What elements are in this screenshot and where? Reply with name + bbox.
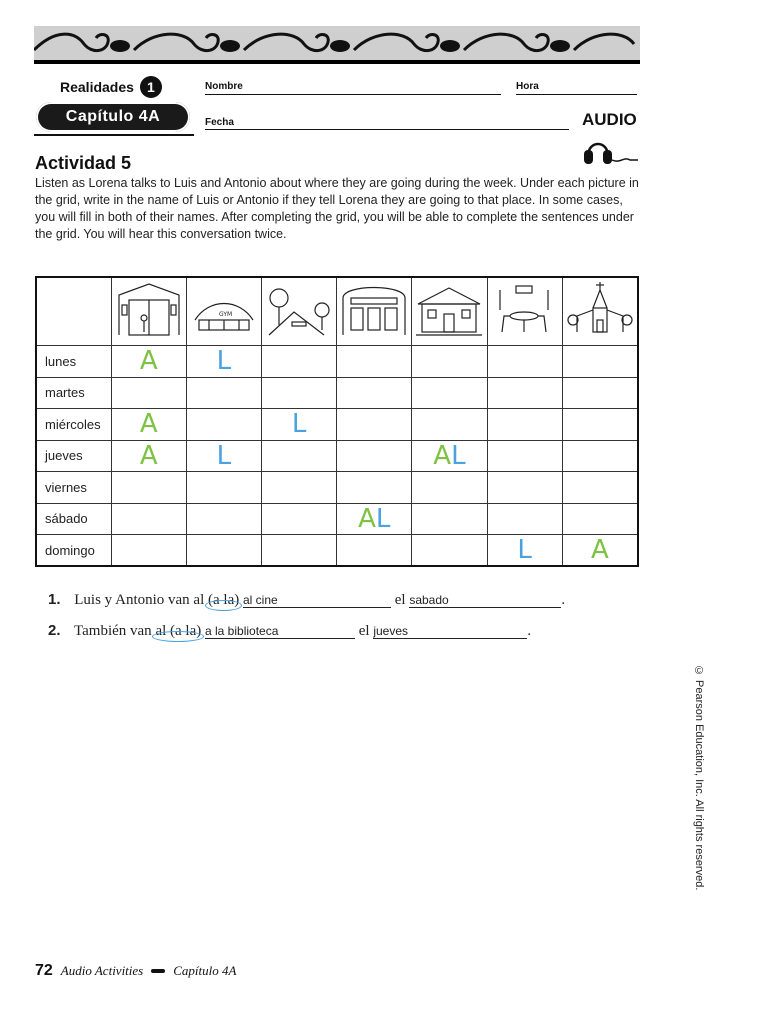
grid-cell[interactable] (186, 346, 261, 378)
answer-grid (35, 276, 639, 567)
sentence-number: 1. (48, 591, 61, 608)
grid-cell[interactable] (262, 440, 337, 472)
antonio-mark: A (139, 409, 158, 440)
grid-cell[interactable] (337, 503, 412, 535)
grid-cell[interactable] (412, 503, 487, 535)
handwritten-mark (291, 409, 307, 440)
antonio-mark: A (433, 440, 452, 471)
luis-mark: L (216, 346, 232, 377)
grid-cell[interactable] (337, 377, 412, 409)
grid-cell[interactable] (337, 346, 412, 378)
grid-row (36, 377, 638, 409)
park-picture (262, 277, 337, 346)
gym-picture (186, 277, 261, 346)
church-picture (562, 277, 638, 346)
handwritten-mark (216, 346, 232, 377)
grid-cell[interactable] (487, 535, 562, 567)
level-badge: 1 (140, 76, 162, 98)
luis-mark: L (291, 409, 307, 440)
grid-cell[interactable] (186, 535, 261, 567)
hora-field[interactable] (516, 94, 637, 95)
grid-cell[interactable] (111, 346, 186, 378)
day-label: jueves (36, 440, 111, 472)
grid-cell[interactable] (262, 472, 337, 504)
sentence-2 (48, 622, 531, 640)
grid-row (36, 346, 638, 378)
grid-cell[interactable] (562, 346, 638, 378)
grid-row (36, 472, 638, 504)
grid-cell[interactable] (412, 535, 487, 567)
nombre-field[interactable] (205, 94, 501, 95)
grid-cell[interactable] (262, 535, 337, 567)
sentence-text: Luis y Antonio van al (74, 592, 205, 608)
page-footer (35, 962, 236, 980)
answer-blank-day[interactable] (373, 624, 527, 639)
grid-cell[interactable] (412, 472, 487, 504)
copyright-notice: © Pearson Education, Inc. All rights reserved. (693, 665, 705, 891)
mall-picture (111, 277, 186, 346)
grid-cell[interactable] (186, 472, 261, 504)
grid-row (36, 535, 638, 567)
picture-row (36, 277, 638, 346)
grid-cell[interactable] (562, 409, 638, 441)
sentence-text: el (394, 592, 406, 608)
grid-row (36, 440, 638, 472)
answer-blank-day[interactable] (409, 593, 561, 608)
day-label: sábado (36, 503, 111, 535)
grid-cell[interactable] (487, 409, 562, 441)
grid-cell[interactable] (562, 377, 638, 409)
grid-cell[interactable] (186, 377, 261, 409)
grid-cell[interactable] (262, 346, 337, 378)
header-rule (34, 134, 194, 136)
day-label: viernes (36, 472, 111, 504)
grid-row (36, 503, 638, 535)
grid-cell[interactable] (562, 503, 638, 535)
grid-cell[interactable] (111, 377, 186, 409)
sentence-number: 2. (48, 622, 61, 639)
sentence-1 (48, 591, 565, 609)
chapter-badge: Capítulo 4A (36, 102, 190, 132)
sentence-end: . (561, 592, 566, 608)
day-label: miércoles (36, 409, 111, 441)
handwritten-mark (216, 440, 232, 471)
antonio-mark: A (358, 503, 376, 534)
restaurant-picture (487, 277, 562, 346)
grid-cell[interactable] (412, 409, 487, 441)
struck-text: (a la) (208, 592, 240, 608)
sentence-end: . (527, 623, 532, 639)
grid-cell[interactable] (337, 440, 412, 472)
grid-cell[interactable] (111, 535, 186, 567)
grid-cell[interactable] (262, 377, 337, 409)
struck-text: al (a la) (155, 623, 202, 639)
luis-mark: L (375, 503, 391, 534)
grid-cell[interactable] (487, 472, 562, 504)
activity-instructions: Listen as Lorena talks to Luis and Antonio about where they are going during the week. Under each picture in the grid, write in the name of Luis or Antonio if they tell Lorena they are going to that place. In some cases, you will fill in both of their names. After completing the grid, you will be able to complete the sentences under the grid. You will hear this conversation twice. (35, 176, 639, 241)
grid-cell[interactable] (337, 472, 412, 504)
footer-section: Audio Activities (60, 963, 144, 978)
answer-text: al cine (243, 593, 278, 607)
antonio-mark: A (139, 346, 158, 377)
luis-mark: L (216, 440, 232, 471)
grid-row (36, 409, 638, 441)
footer-separator (151, 969, 165, 973)
grid-cell[interactable] (487, 377, 562, 409)
grid-cell[interactable] (562, 472, 638, 504)
handwritten-mark (358, 503, 391, 534)
grid-cell[interactable] (562, 535, 638, 567)
handwritten-mark (433, 440, 466, 471)
corner-cell (36, 277, 111, 346)
series-title (60, 76, 162, 98)
fecha-label: Fecha (205, 117, 234, 128)
grid-cell[interactable] (186, 409, 261, 441)
answer-text: sabado (409, 593, 449, 607)
day-label: lunes (36, 346, 111, 378)
nombre-label: Nombre (205, 81, 243, 92)
day-label: martes (36, 377, 111, 409)
handwritten-mark (591, 537, 609, 563)
grid-cell[interactable] (111, 409, 186, 441)
grid-cell[interactable] (487, 440, 562, 472)
handwritten-mark (139, 346, 158, 377)
headphones-icon (582, 134, 640, 168)
grid-cell[interactable] (111, 472, 186, 504)
grid-cell[interactable] (412, 440, 487, 472)
fecha-field[interactable] (205, 129, 569, 130)
grid-cell[interactable] (186, 503, 261, 535)
grid-cell[interactable] (337, 535, 412, 567)
grid-cell[interactable] (262, 409, 337, 441)
day-label: domingo (36, 535, 111, 567)
answer-text: jueves (373, 624, 409, 638)
grid-cell[interactable] (412, 346, 487, 378)
handwritten-mark (139, 409, 158, 440)
hora-label: Hora (516, 81, 539, 92)
grid-cell[interactable] (111, 440, 186, 472)
grid-cell[interactable] (262, 503, 337, 535)
grid-cell[interactable] (186, 440, 261, 472)
audio-section-label: AUDIO (582, 110, 637, 129)
grid-cell[interactable] (412, 377, 487, 409)
grid-cell[interactable] (111, 503, 186, 535)
handwritten-mark (517, 537, 532, 563)
sentence-text: También van (74, 623, 152, 639)
grid-cell[interactable] (487, 503, 562, 535)
decorative-banner (34, 26, 640, 64)
grid-cell[interactable] (562, 440, 638, 472)
antonio-mark: A (139, 440, 158, 471)
grid-cell[interactable] (487, 346, 562, 378)
svg-text:GYM: GYM (218, 311, 233, 318)
answer-text: a la biblioteca (205, 624, 279, 638)
sentence-text: el (358, 623, 370, 639)
answer-blank-place[interactable] (243, 593, 391, 608)
answer-blank-place[interactable] (205, 624, 355, 639)
series-name: Realidades (60, 79, 134, 95)
handwritten-mark (139, 440, 158, 471)
grid-cell[interactable] (337, 409, 412, 441)
antonio-mark: A (590, 535, 609, 565)
cinema-picture (337, 277, 412, 346)
footer-chapter: Capítulo 4A (173, 963, 237, 978)
luis-mark: L (451, 440, 466, 471)
activity-title: Actividad 5 (35, 153, 132, 173)
library-picture (412, 277, 487, 346)
luis-mark: L (517, 535, 532, 565)
page-number: 72 (35, 962, 53, 979)
